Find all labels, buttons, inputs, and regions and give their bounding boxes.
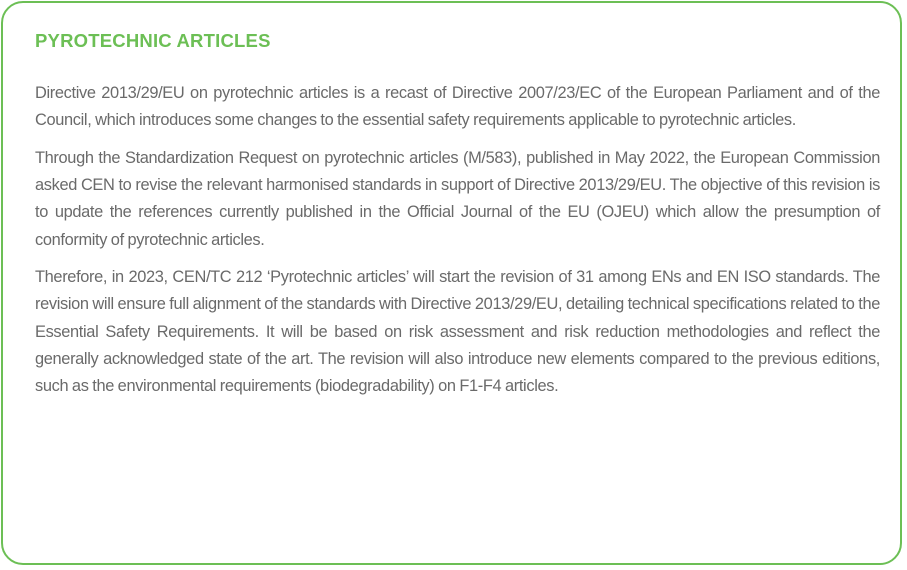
card-body [35,80,880,411]
paragraph-revision-plan: Therefore, in 2023, CEN/TC 212 ‘Pyrotechnic articles’ will start the revision of 31 among ENs and EN ISO standards. The revision will ensure full alignment of the standards with Directive 2013/29/EU, detailing technical specifications related to the Essential Safety Requirements. It will be based on risk assessment and risk reduction methodologies and reflect the generally acknowledged state of the art. The revision will also introduce new elements compared to the previous editions, such as the environmental requirements (biodegradability) on F1-F4 articles. [35,268,880,396]
paragraph-directive-recast: Directive 2013/29/EU on pyrotechnic articles is a recast of Directive 2007/23/EC of the European Parliament and of the Council, which introduces some changes to the essential safety requirements applicable to pyrotechnic articles. [35,84,880,130]
paragraph-standardization-request: Through the Standardization Request on pyrotechnic articles (M/583), published in May 2022, the European Commission asked CEN to revise the relevant harmonised standards in support of Directive 2013/29/EU. The objective of this revision is to update the references currently published in the Official Journal of the EU (OJEU) which allow the presumption of conformity of pyrotechnic articles. [35,148,880,249]
card-title: PYROTECHNIC ARTICLES [35,30,271,51]
info-card [1,1,902,565]
